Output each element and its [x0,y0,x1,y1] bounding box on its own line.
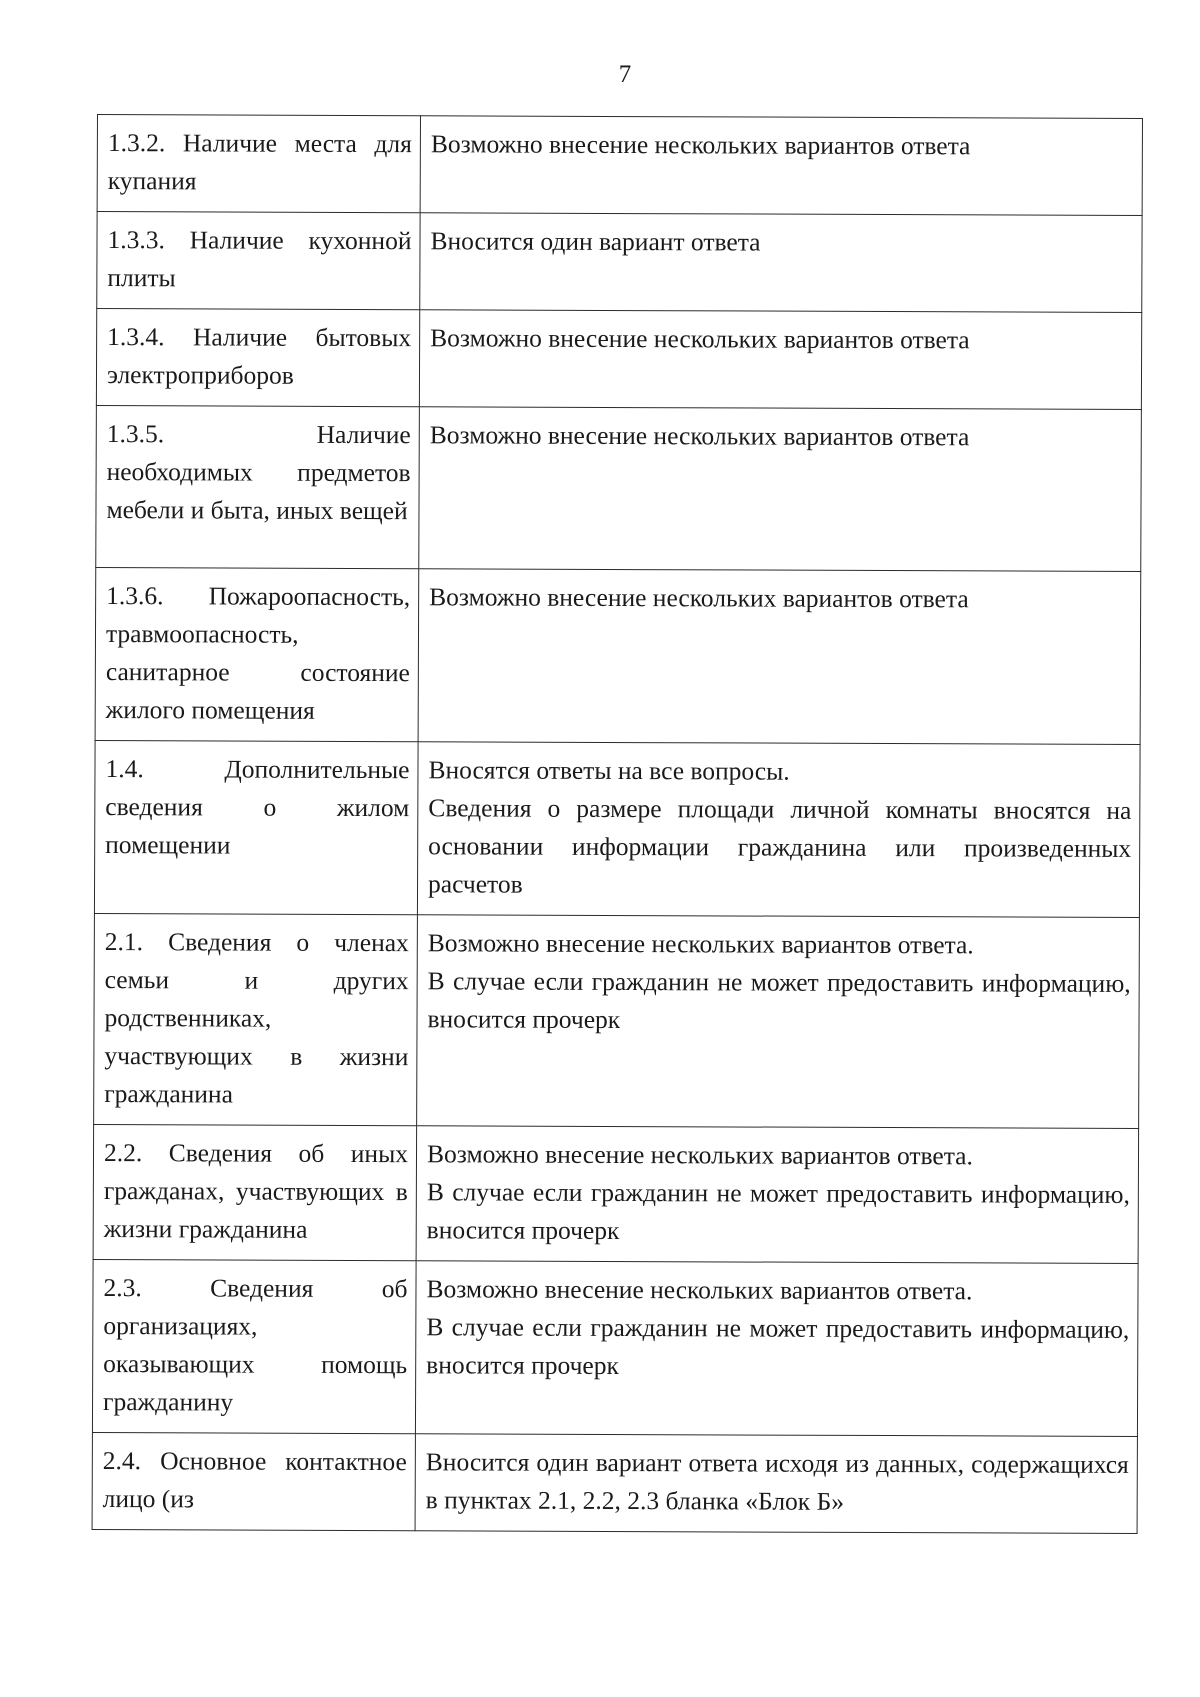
note-line: В случае если гражданин не может предоставить информацию, вносится прочерк [427,966,1131,1035]
table-row [92,1432,1137,1533]
note-cell: Возможно внесение нескольких вариантов ответа [419,407,1142,572]
note-cell [415,1261,1138,1437]
note-line: В случае если гражданин не может предоставить информацию, вносится прочерк [426,1312,1130,1381]
note-line: Возможно внесение нескольких вариантов ответа. [426,1139,973,1171]
item-cell: 1.3.2. Наличие места для купания [97,115,420,213]
note-cell [417,742,1140,918]
table-row [97,212,1142,313]
note-cell [417,915,1140,1129]
note-line: Возможно внесение нескольких вариантов ответа. [426,1274,973,1306]
item-cell: 1.3.4. Наличие бытовых электроприборов [96,309,419,407]
note-cell: Возможно внесение нескольких вариантов ответа [418,569,1141,745]
table-row [93,1124,1139,1263]
note-line: Вносятся ответы на все вопросы. [428,755,790,786]
item-cell: 1.3.6. Пожароопасность, травмоопасность, санитарное состояние жилого помещения [95,567,419,741]
table-row [95,567,1141,744]
note-line: Возможно внесение нескольких вариантов ответа. [427,928,974,960]
table-row [97,115,1142,216]
note-cell: Возможно внесение нескольких вариантов ответа [420,116,1142,216]
note-cell [416,1126,1139,1264]
item-cell: 1.4. Дополнительные сведения о жилом помещении [94,740,418,914]
table-row [94,913,1140,1128]
item-cell: 2.1. Сведения о членах семьи и других родственниках, участвующих в жизни гражданина [94,913,418,1125]
table-row [94,740,1140,917]
item-cell: 2.3. Сведения об организациях, оказывающих помощь гражданину [92,1259,416,1433]
item-cell: 1.3.3. Наличие кухонной плиты [97,212,420,310]
item-cell: 1.3.5. Наличие необходимых предметов мебели и быта, иных вещей [96,405,420,568]
instructions-table [92,114,1143,1534]
note-cell: Вносится один вариант ответа [420,213,1142,313]
item-cell: 2.4. Основное контактное лицо (из [92,1432,415,1530]
table-row [96,309,1141,410]
table-row [96,405,1142,571]
table-row [92,1259,1138,1436]
note-cell: Вносится один вариант ответа исходя из данных, содержащихся в пунктах 2.1, 2.2, 2.3 бланка «Блок Б» [415,1434,1137,1534]
item-cell: 2.2. Сведения об иных гражданах, участвующих в жизни гражданина [93,1124,417,1260]
note-line: В случае если гражданин не может предоставить информацию, вносится прочерк [426,1177,1130,1246]
page-number: 7 [618,61,632,88]
note-cell: Возможно внесение нескольких вариантов ответа [419,310,1141,410]
note-line: Сведения о размере площади личной комнаты вносятся на основании информации гражданина или произведенных расчетов [427,793,1132,899]
